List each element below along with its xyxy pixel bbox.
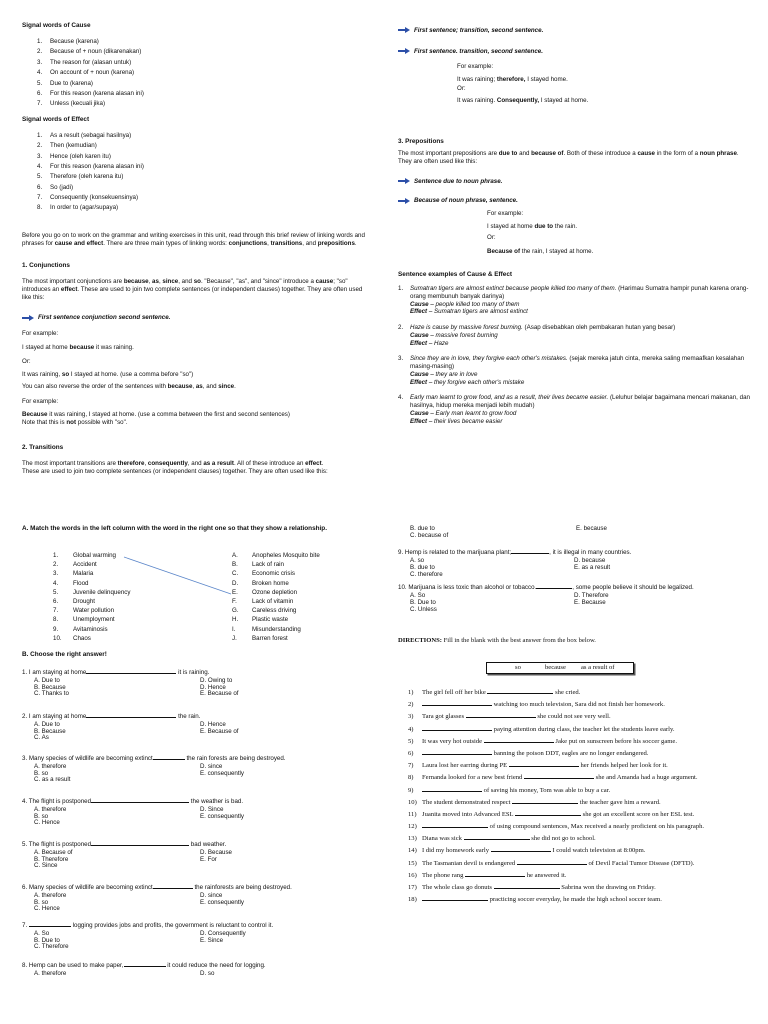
list-item-label: The reason for (alasan untuk): [50, 58, 132, 66]
question: [22, 922, 367, 952]
word-box: [486, 662, 634, 674]
match-word: Chaos: [73, 634, 91, 642]
option[interactable]: A. therefore: [34, 891, 67, 899]
answer-blank[interactable]: [487, 693, 553, 694]
list-item-label: As a result (sebagai hasilnya): [50, 131, 132, 139]
list-item: [22, 194, 367, 204]
exercise-a: [22, 525, 367, 533]
transition-pattern-2: First sentence. transition, second sentence.: [398, 48, 748, 56]
or-label-3: Or:: [487, 233, 496, 241]
q8-options-continued: B. due to C. because of E. because: [410, 525, 607, 539]
match-number: E.: [232, 588, 238, 596]
question-options: [22, 930, 367, 952]
option[interactable]: A. So: [34, 929, 50, 937]
option[interactable]: B. so: [34, 812, 49, 820]
list-number: 1.: [37, 38, 43, 45]
answer-blank[interactable]: [422, 705, 492, 706]
list-item: [22, 69, 367, 79]
list-number: 5.: [37, 173, 43, 181]
transitions-paragraph: The most important transitions are therefore, consequently, and as a result. All of these introduce an effect. These are used to join two complete sentences (or independent clauses) together. They are often used like this:: [22, 460, 328, 475]
match-word: Economic crisis: [252, 570, 295, 578]
prep-example-1: I stayed at home due to the rain.: [487, 222, 578, 230]
answer-blank[interactable]: [86, 673, 176, 674]
match-number: B.: [232, 561, 238, 569]
example-sentence: Early man learnt to grow food, and as a result, their lives became easier. (Leluhur belajar bagaimana mencari makanan, dan hasilnya, hidup mereka menjadi lebih mudah): [410, 394, 750, 409]
option[interactable]: E. Because of: [200, 690, 239, 698]
item-number: 3): [408, 713, 414, 721]
question-options: [22, 721, 367, 743]
question: [22, 669, 367, 699]
exercise-b-continued: [398, 525, 748, 614]
conjunction-pattern: First sentence conjunction second sentence.: [22, 314, 367, 322]
option[interactable]: C. Thanks to: [34, 690, 69, 698]
question: [22, 798, 367, 828]
match-word: Drought: [73, 597, 96, 605]
option[interactable]: B. so: [34, 769, 49, 777]
right-arrow-icon: [22, 315, 34, 321]
answer-blank[interactable]: [464, 839, 530, 840]
list-item: [22, 132, 367, 142]
list-number: 7.: [37, 194, 43, 202]
for-example-label-4: For example:: [487, 210, 524, 217]
question-options: [22, 763, 367, 785]
sentence-examples-section: [398, 271, 758, 433]
list-number: 3.: [37, 58, 43, 66]
right-arrow-icon: [398, 198, 410, 204]
match-word: Careless driving: [252, 607, 297, 615]
question-text: 5. The flight is postponed bad weather.: [22, 841, 227, 848]
match-word: Broken home: [252, 579, 289, 587]
example-cause: Cause – they are in love: [410, 370, 478, 378]
fill-blank-item: 3) Tara got glasses she could not see very well.: [408, 713, 611, 721]
option[interactable]: C. as a result: [34, 776, 71, 784]
match-number: G.: [232, 607, 239, 615]
answer-blank[interactable]: [494, 888, 560, 889]
example-effect: Effect – Sumatran tigers are almost extinct: [410, 308, 528, 316]
transitions-section: [22, 444, 367, 476]
option[interactable]: D. Hence: [200, 720, 226, 728]
option[interactable]: C. As: [34, 734, 49, 742]
answer-blank[interactable]: [153, 759, 185, 760]
list-number: 3.: [37, 152, 43, 160]
match-word: Barren forest: [252, 634, 288, 642]
matching-table: [22, 552, 367, 652]
right-arrow-icon: [398, 178, 410, 184]
fill-blank-item: 1) The girl fell off her bike she cried.: [408, 689, 581, 696]
match-word: Ozone depletion: [252, 588, 298, 596]
match-word: Avitaminosis: [73, 625, 108, 633]
conj-example-3: Because it was raining, I stayed at home. (use a comma between the first and second sentences): [22, 410, 290, 418]
option[interactable]: D. Owing to: [200, 676, 233, 684]
match-word: Lack of rain: [252, 561, 284, 569]
list-number: 6.: [37, 183, 43, 191]
conjunctions-paragraph: The most important conjunctions are because, as, since, and so. "Because", "as", and "since" introduce a cause; "so" introduces an effect. These are used to join two complete sentences (or independent clauses) together. They are often used like this:: [22, 278, 363, 301]
right-arrow-icon: [398, 48, 410, 54]
intro-paragraph: Before you go on to work on the grammar and writing exercises in this unit, read through this brief review of linking words and phrases for cause and effect. There are three main types of linking words: conjunctions, transitions, and prepositions.: [22, 232, 365, 247]
option[interactable]: E. consequently: [200, 812, 245, 820]
question: [22, 755, 367, 785]
answer-blank[interactable]: [422, 827, 488, 828]
prep-example-2: Because of the rain, I stayed at home.: [487, 248, 594, 256]
list-item-label: Then (kemudian): [50, 142, 97, 150]
match-number: 2.: [53, 561, 59, 569]
question-options: [22, 806, 367, 828]
fill-blank-item: 7) Laura lost her earring during PE her friends helped her look for it.: [408, 762, 668, 770]
option[interactable]: D. Since: [200, 805, 224, 813]
match-number: C.: [232, 570, 239, 578]
list-item-label: So (jadi): [50, 183, 74, 191]
cause-signal-section: [22, 22, 367, 215]
prepositions-paragraph: The most important prepositions are due to and because of. Both of these introduce a cause in the form of a noun phrase. They are often used like this:: [398, 150, 739, 165]
option[interactable]: E. consequently: [200, 769, 245, 777]
match-number: 4.: [53, 579, 59, 587]
answer-blank[interactable]: [91, 802, 189, 803]
question: [22, 962, 367, 992]
preposition-pattern-1: Sentence due to noun phrase.: [398, 178, 748, 186]
sentence-example: [398, 355, 758, 386]
answer-blank[interactable]: [91, 845, 189, 846]
fill-blank-item: 13) Diana was sick she did not go to school.: [408, 835, 596, 843]
option[interactable]: D. so: [200, 969, 215, 977]
match-number: I.: [232, 625, 236, 633]
effect-heading: Signal words of Effect: [22, 115, 90, 123]
list-number: 4.: [37, 69, 43, 77]
match-number: F.: [232, 597, 237, 605]
conj-reverse-note: You can also reverse the order of the sentences with because, as, and since.: [22, 383, 236, 390]
answer-blank[interactable]: [422, 730, 492, 731]
option[interactable]: D. Consequently: [200, 929, 246, 937]
match-word: Flood: [73, 579, 89, 587]
option[interactable]: D. Because: [200, 848, 232, 856]
cause-list: [22, 38, 367, 111]
option[interactable]: A. therefore: [34, 762, 67, 770]
answer-blank[interactable]: [512, 803, 578, 804]
item-number: 5): [408, 737, 414, 745]
for-example-label: For example:: [22, 330, 59, 337]
question-text: 7. logging provides jobs and profits, the government is reluctant to control it.: [22, 922, 274, 929]
example-number: 1.: [398, 285, 404, 292]
list-item-label: Due to (karena): [50, 79, 93, 87]
question-9-options: A. so B. due to C. therefore D. because E. as a result: [410, 556, 611, 578]
question-options: [22, 849, 367, 871]
list-item: [22, 153, 367, 163]
fill-blank-items: [408, 689, 758, 908]
match-number: 6.: [53, 597, 59, 605]
example-number: 4.: [398, 394, 404, 402]
fill-blank-item: 2) watching too much television, Sara did not finish her homework.: [408, 701, 665, 709]
answer-blank[interactable]: [484, 742, 554, 743]
example-cause: Cause – Early man learnt to grow food: [410, 409, 517, 417]
list-item: [22, 173, 367, 183]
list-item-label: Consequently (konsekuensinya): [50, 194, 139, 202]
list-item-label: On account of + noun (karena): [50, 69, 135, 77]
match-number: 8.: [53, 616, 59, 624]
item-number: 11): [408, 810, 417, 818]
option[interactable]: B. Therefore: [34, 855, 69, 863]
list-item-label: Because (karena): [50, 38, 99, 45]
question-10: 10. Marijuana is less toxic than alcohol or tobacco. , some people believe it should be legalized.: [398, 583, 694, 591]
option[interactable]: B. so: [34, 898, 49, 906]
answer-blank[interactable]: [153, 888, 193, 889]
question-text: 4. The flight is postponed the weather is bad.: [22, 798, 244, 805]
trans-example-2: It was raining. Consequently, I stayed at home.: [457, 96, 589, 104]
answer-blank[interactable]: [86, 717, 176, 718]
fill-blank-item: 15) The Tasmanian devil is endangered of Devil Facial Tumor Disease (DFTD).: [408, 859, 695, 867]
list-item-label: Hence (oleh karen itu): [50, 152, 111, 160]
answer-blank[interactable]: [422, 791, 482, 792]
example-sentence: Sumatran tigers are almost extinct because people killed too many of them. (Harimau Sumatra hampir punah karena orang-orang membunuh banyak darinya): [410, 285, 749, 300]
item-number: 15): [408, 859, 417, 867]
transitions-heading: 2. Transitions: [22, 444, 64, 451]
answer-blank[interactable]: [524, 778, 594, 779]
question-options: [22, 677, 367, 699]
option[interactable]: E. For: [200, 855, 217, 863]
directions: [398, 637, 748, 645]
list-number: 6.: [37, 89, 43, 97]
option[interactable]: A. therefore: [34, 969, 67, 977]
item-number: 16): [408, 871, 417, 879]
list-number: 8.: [37, 204, 43, 212]
fill-blank-item: 18) practicing soccer everyday, he made the high school soccer team.: [408, 896, 662, 904]
list-item: [22, 163, 367, 173]
list-item: [22, 80, 367, 90]
list-number: 7.: [37, 100, 43, 108]
match-word: Accident: [73, 561, 97, 569]
answer-blank[interactable]: [124, 966, 166, 967]
preposition-pattern-2: Because of noun phrase, sentence.: [398, 197, 748, 205]
answer-blank[interactable]: [422, 754, 492, 755]
match-number: A.: [232, 552, 238, 559]
example-sentence: Since they are in love, they forgive each other's mistakes. (sejak mereka jatuh cinta, mereka saling memaafkan kesalahan masing-masing): [410, 355, 745, 370]
match-word: Plastic waste: [252, 616, 289, 624]
answer-blank[interactable]: [466, 717, 536, 718]
example-sentence: Haze is cause by massive forest burning. (Asap disebabkan oleh pembakaran hutan yang besar): [410, 324, 676, 331]
list-number: 4.: [37, 162, 43, 170]
option[interactable]: E. Because of: [200, 727, 239, 735]
transition-pattern-1: First sentence; transition, second sentence.: [398, 27, 748, 35]
prepositions-section: [398, 138, 748, 256]
match-word: Lack of vitamin: [252, 597, 294, 605]
fill-blank-item: 12) of using compound sentences, Max received a nearly proficient on his paragraph.: [408, 823, 705, 831]
example-effect: Effect – their lives became easier: [410, 417, 503, 425]
answer-blank[interactable]: [491, 851, 551, 852]
list-item-label: For this reason (karena alasan ini): [50, 89, 144, 97]
conjunctions-heading: 1. Conjunctions: [22, 262, 70, 269]
list-item: [22, 204, 367, 214]
option[interactable]: A. Due to: [34, 720, 60, 728]
match-word: Juvenile delinquency: [73, 588, 131, 596]
transitions-examples: [398, 27, 748, 105]
question-text: 8. Hemp can be used to make paper, it could reduce the need for logging.: [22, 962, 266, 969]
question: [22, 841, 367, 871]
for-example-label-2: For example:: [22, 397, 59, 405]
option[interactable]: A. Because of: [34, 848, 73, 856]
match-number: 9.: [53, 625, 59, 633]
list-item-label: Therefore (oleh karena itu): [50, 173, 124, 181]
example-number: 2.: [398, 324, 404, 331]
item-number: 6): [408, 749, 414, 757]
item-number: 1): [408, 689, 414, 696]
list-item-label: For this reason (karena alasan ini): [50, 162, 144, 170]
fill-blank-item: 11) Juanita moved into Advanced ESL she got an excellent score on her ESL test.: [408, 810, 695, 818]
match-number: 3.: [53, 570, 59, 578]
answer-blank[interactable]: [511, 553, 549, 554]
option[interactable]: C. Hence: [34, 819, 60, 827]
question-text: 1. I am staying at home it is raining.: [22, 669, 210, 676]
list-item: [22, 90, 367, 100]
question: [22, 713, 367, 743]
match-word: Unemployment: [73, 616, 115, 624]
fill-blank-item: 10) The student demonstrated respect the teacher gave him a reward.: [408, 798, 661, 806]
list-item-label: In order to (agar/supaya): [50, 204, 119, 212]
example-cause: Cause – people killed too many of them: [410, 300, 520, 308]
match-word: Misunderstanding: [252, 625, 301, 633]
item-number: 8): [408, 774, 414, 782]
option[interactable]: B. Because: [34, 683, 66, 691]
list-item-label: Because of + noun (dikarenakan): [50, 48, 142, 56]
sentence-example: [398, 394, 758, 425]
item-number: 14): [408, 847, 417, 855]
conjunctions-section: [22, 262, 367, 427]
example-effect: Effect – they forgive each other's mistake: [410, 378, 525, 386]
item-number: 4): [408, 725, 414, 733]
option[interactable]: B. Due to: [34, 936, 60, 944]
list-item: [22, 184, 367, 194]
example-effect: Effect – Haze: [410, 339, 449, 347]
answer-blank[interactable]: [422, 900, 488, 901]
item-number: 17): [408, 884, 417, 891]
item-number: 7): [408, 762, 414, 770]
list-item: [22, 59, 367, 69]
sentence-examples-list: [398, 285, 758, 425]
match-number: 10.: [53, 634, 62, 642]
answer-blank[interactable]: [515, 815, 581, 816]
list-item-label: Unless (kecuali jika): [50, 100, 106, 108]
question-text: 6. Many species of wildlife are becoming extinct the rainforests are being destroyed.: [22, 884, 292, 891]
sentence-example: [398, 324, 758, 347]
fill-blank-item: 4) paying attention during class, the teacher let the students leave early.: [408, 725, 675, 733]
item-number: 18): [408, 896, 417, 904]
word-box-because: because: [545, 664, 566, 671]
word-box-so: so: [515, 664, 521, 671]
option[interactable]: C. Therefore: [34, 943, 69, 951]
example-cause: Cause – massive forest burning: [410, 331, 498, 339]
answer-blank[interactable]: [465, 876, 525, 877]
option[interactable]: D. since: [200, 762, 223, 770]
list-number: 2.: [37, 48, 43, 56]
list-number: 5.: [37, 79, 43, 87]
conj-example-1: I stayed at home because it was raining.: [22, 343, 134, 351]
fill-blank-item: 9) of saving his money, Tom was able to buy a car.: [408, 786, 611, 794]
prepositions-heading: 3. Prepositions: [398, 138, 444, 145]
or-label-2: Or:: [457, 85, 466, 92]
list-number: 2.: [37, 142, 43, 150]
match-word: Malaria: [73, 570, 94, 578]
directions-label: DIRECTIONS:: [398, 637, 442, 644]
word-box-as-a-result-of: as a result of: [581, 664, 615, 671]
list-item: [22, 100, 367, 110]
question-9: 9. Hemp is related to the marijuana plant; , it is illegal in many countries.: [398, 549, 632, 556]
match-number: H.: [232, 616, 239, 624]
fill-blank-item: 5) It was very hot outside Jake put on sunscreen before his soccer game.: [408, 737, 677, 745]
matching-line: [22, 552, 367, 652]
answer-blank[interactable]: [517, 864, 587, 865]
trans-example-1: It was raining; therefore, I stayed home.: [457, 76, 568, 84]
conj-so-note: Note that this is not possible with "so".: [22, 419, 128, 427]
match-number: D.: [232, 579, 239, 587]
answer-blank[interactable]: [536, 588, 572, 589]
fill-blank-item: 14) I did my homework early I could watch television at 8:00pm.: [408, 847, 646, 855]
right-arrow-icon: [398, 27, 410, 33]
exercise-b-questions: [22, 669, 367, 1019]
option[interactable]: D. Hence: [200, 683, 226, 691]
list-item: [22, 48, 367, 58]
answer-blank[interactable]: [29, 926, 71, 927]
question: [22, 884, 367, 914]
match-number: J.: [232, 634, 237, 642]
exercise-a-heading: A. Match the words in the left column with the word in the right one so that they show a relationship.: [22, 525, 327, 532]
option[interactable]: A. therefore: [34, 805, 67, 813]
option[interactable]: D. since: [200, 891, 223, 899]
example-number: 3.: [398, 355, 404, 363]
item-number: 2): [408, 701, 414, 709]
match-word: Anopheles Mosquito bite: [252, 552, 320, 559]
fill-blank-item: 6) banning the poison DDT, eagles are no longer endangered.: [408, 749, 649, 757]
question-10-options: A. So B. Due to C. Unless D. Therefore E. Because: [410, 591, 609, 613]
fill-blank-item: 16) The phone rang he answered it.: [408, 871, 567, 879]
conj-example-2: It was raining, so I stayed at home. (use a comma before "so"): [22, 371, 194, 379]
question-options: [22, 892, 367, 914]
match-number: 7.: [53, 607, 59, 615]
question-options: [22, 970, 367, 992]
sentence-examples-heading: Sentence examples of Cause & Effect: [398, 271, 513, 278]
item-number: 12): [408, 823, 417, 831]
fill-blank-item: 8) Fernanda looked for a new best friend she and Amanda had a huge argument.: [408, 774, 698, 782]
item-number: 9): [408, 786, 414, 794]
match-word: Water pollution: [73, 607, 115, 615]
directions-text: Fill in the blank with the best answer from the box below.: [443, 637, 596, 644]
answer-blank[interactable]: [509, 766, 579, 767]
list-number: 1.: [37, 131, 43, 139]
option[interactable]: A. Due to: [34, 676, 60, 684]
question-text: 2. I am staying at home the rain.: [22, 713, 201, 720]
option[interactable]: C. Hence: [34, 905, 60, 913]
item-number: 10): [408, 798, 417, 806]
for-example-label-3: For example:: [457, 62, 494, 70]
option[interactable]: E. consequently: [200, 898, 245, 906]
exercise-b: [22, 651, 367, 659]
fill-blank-item: 17) The whole class go donuts Sabrina won the drawing on Friday.: [408, 884, 656, 891]
match-number: 5.: [53, 588, 59, 596]
question-text: 3. Many species of wildlife are becoming extinct the rain forests are being destroyed.: [22, 755, 286, 762]
or-label: Or:: [22, 357, 31, 365]
list-item: [22, 142, 367, 152]
option[interactable]: E. Since: [200, 936, 224, 944]
cause-heading: Signal words of Cause: [22, 22, 91, 29]
option[interactable]: B. Because: [34, 727, 66, 735]
item-number: 13): [408, 835, 417, 843]
exercise-b-heading: B. Choose the right answer!: [22, 651, 107, 658]
match-number: 1.: [53, 552, 59, 559]
list-item: [22, 38, 367, 48]
effect-list: [22, 132, 367, 215]
sentence-example: [398, 285, 758, 316]
option[interactable]: C. Since: [34, 862, 58, 870]
match-word: Global warming: [73, 552, 116, 559]
